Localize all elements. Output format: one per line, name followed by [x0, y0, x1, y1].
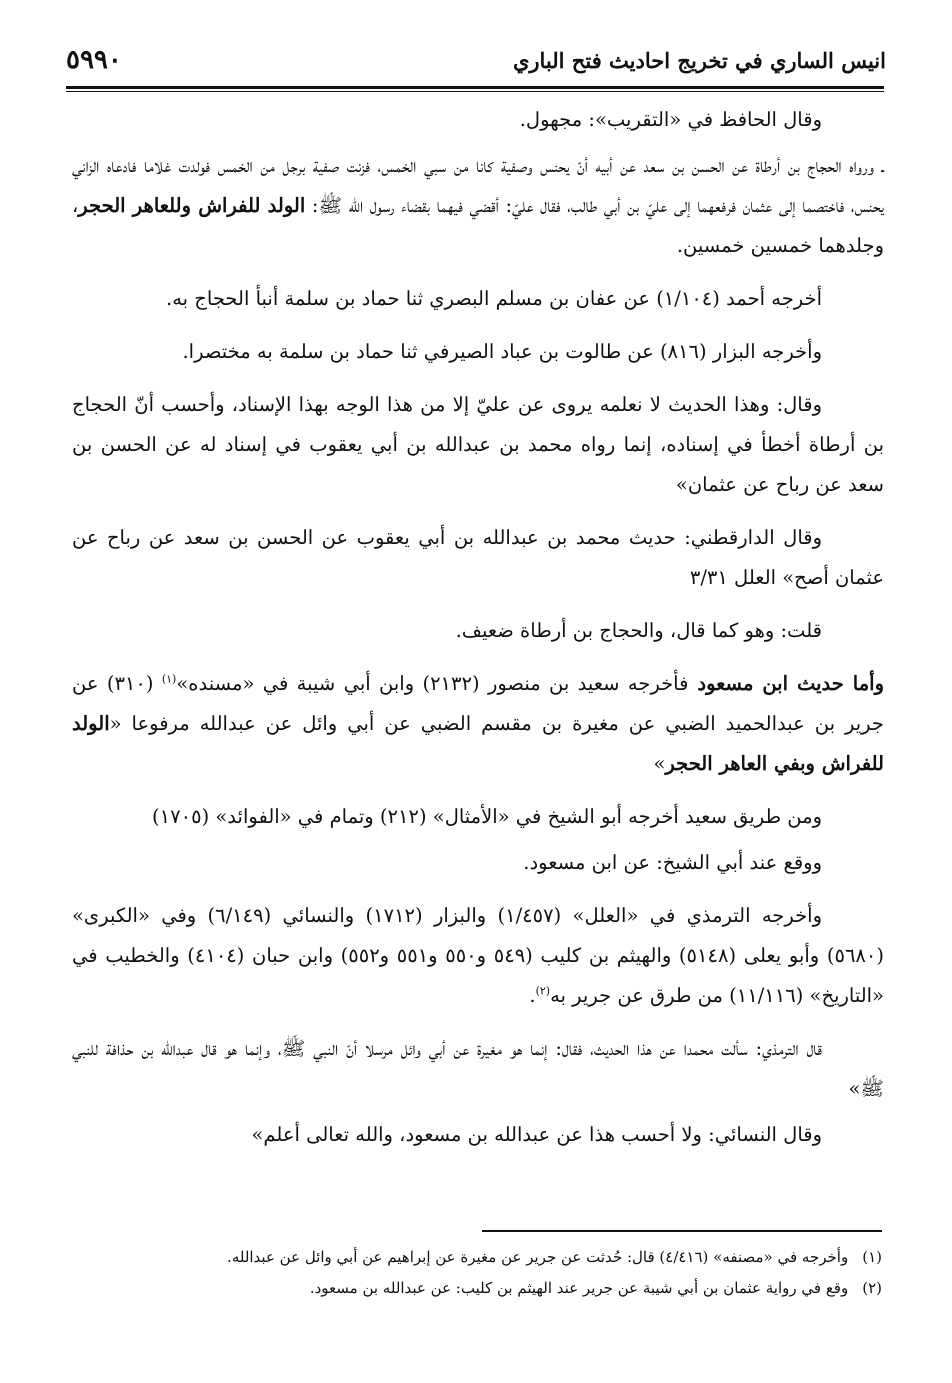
bold-text: الولد للفراش وبفي العاهر الحجر — [72, 712, 884, 775]
body-text — [72, 100, 884, 1168]
text-run: أخرجه أحمد (١/١٠٤) عن عفان بن مسلم البصري ثنا حماد بن سلمة أنبأ الحجاج به. — [166, 287, 822, 310]
footnote-text: وقع في رواية عثمان بن أبي شيبة عن جرير عند الهيثم بن كليب: عن عبدالله بن مسعود. — [309, 1279, 849, 1297]
text-run: قال الترمذي: سألت محمدا عن هذا الحديث، فقال: إنما هو مغيرة عن أبي وائل مرسلا أنّ النبي ﷺ، وإنما هو قال عبدالله بن حذافة للنبي ﷺ» — [72, 1037, 884, 1100]
footnote-ref: (١) — [161, 672, 177, 686]
page-number: ٥٩٩٠ — [66, 45, 122, 75]
text-run: ومن طريق سعيد أخرجه أبو الشيخ في «الأمثال» (٢١٢) وتمام في «الفوائد» (١٧٠٥) — [152, 805, 822, 828]
paragraph — [72, 664, 884, 784]
running-header — [66, 38, 886, 82]
text-run: ـ ورواه الحجاج بن أرطاة عن الحسن بن سعد عن أبيه أنّ يحنس وصفية كانا من سبي الخمس، فزنت صفية برجل من الخمس فولدت غلاما فادعاه الزاني يحنس، فاختصما إلى عثمان فرفعهما إلى عليّ بن أبي طالب، فقال عليّ: أقضي فيهما بقضاء رسول الله ﷺ: — [72, 154, 884, 217]
footnote-ref: (٢) — [535, 984, 551, 998]
paragraph — [72, 332, 884, 372]
text-run: قلت: وهو كما قال، والحجاج بن أرطاة ضعيف. — [455, 619, 822, 642]
paragraph — [72, 518, 884, 598]
footnote-number: (٢) — [862, 1279, 882, 1297]
text-run: . — [529, 984, 536, 1007]
footnote-text: وأخرجه في «مصنفه» (٤/٤١٦) قال: حُدثت عن جرير عن مغيرة عن إبراهيم عن أبي وائل عن عبدالله. — [227, 1248, 849, 1266]
footnote-separator — [482, 1230, 882, 1232]
text-run: فأخرجه سعيد بن منصور (٢١٣٢) وابن أبي شيبة في «مسنده» — [176, 672, 689, 695]
paragraph — [72, 843, 884, 883]
text-run: وقال الحافظ في «التقريب»: مجهول. — [519, 108, 822, 131]
bold-text: وأما حديث ابن مسعود — [688, 672, 884, 695]
paragraph — [72, 797, 884, 837]
text-run: ووقع عند أبي الشيخ: عن ابن مسعود. — [523, 851, 822, 874]
text-run: وقال: وهذا الحديث لا نعلمه يروى عن عليّ إلا من هذا الوجه بهذا الإسناد، وأحسب أنّ الحجاج بن أرطاة أخطأ في إسناده، إنما رواه محمد بن عبدالله بن أبي يعقوب في إسناد له عن الحسن بن سعد عن رباح عن عثمان» — [72, 393, 884, 496]
text-run: وقال الدارقطني: حديث محمد بن عبدالله بن أبي يعقوب عن الحسن بن سعد عن رباح عن عثمان أصح» العلل ٣/٣١ — [72, 526, 884, 589]
paragraph — [72, 279, 884, 319]
footnotes — [96, 1242, 882, 1304]
paragraph — [72, 385, 884, 505]
book-title: انيس الساري في تخريج احاديث فتح الباري — [512, 47, 886, 73]
text-run: ، وجلدهما خمسين خمسين. — [72, 194, 884, 257]
paragraph — [72, 896, 884, 1016]
paragraph — [72, 1029, 884, 1109]
footnote-1 — [96, 1242, 882, 1273]
bold-text: الولد للفراش وللعاهر الحجر — [78, 194, 306, 217]
footnote-number: (١) — [862, 1248, 882, 1266]
header-rule — [66, 86, 884, 92]
paragraph — [72, 611, 884, 651]
footnote-2 — [96, 1273, 882, 1304]
text-run: وأخرجه الترمذي في «العلل» (١/٤٥٧) والبزار (١٧١٢) والنسائي (٦/١٤٩) وفي «الكبرى» (٥٦٨٠) وأبو يعلى (٥١٤٨) والهيثم بن كليب (٥٤٩ و٥٥٠ و٥٥١ و٥٥٢) وابن حبان (٤١٠٤) والخطيب في «التاريخ» (١١/١١٦) من طرق عن جرير به — [72, 904, 884, 1007]
text-run: وأخرجه البزار (٨١٦) عن طالوت بن عباد الصيرفي ثنا حماد بن سلمة به مختصرا. — [182, 340, 822, 363]
text-run: وقال النسائي: ولا أحسب هذا عن عبدالله بن مسعود، والله تعالى أعلم» — [251, 1123, 822, 1146]
paragraph — [72, 1115, 884, 1155]
paragraph — [72, 100, 884, 140]
text-run: (٣١٠) عن جرير بن عبدالحميد الضبي عن مغيرة بن مقسم الضبي عن أبي وائل عن عبدالله مرفوعا « — [72, 672, 884, 735]
text-run: » — [653, 752, 666, 775]
paragraph — [72, 146, 884, 266]
